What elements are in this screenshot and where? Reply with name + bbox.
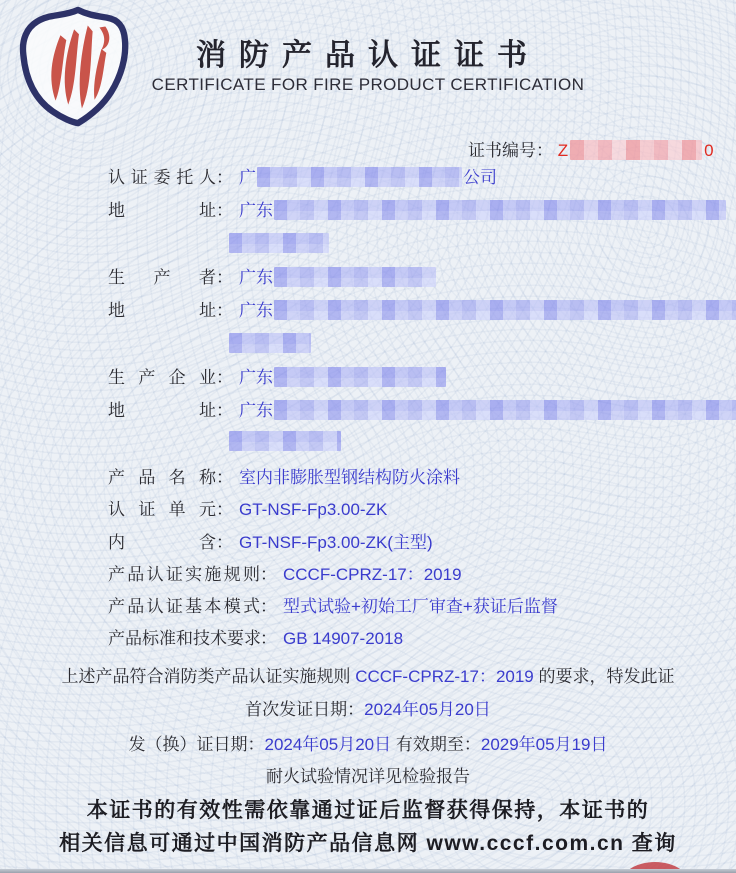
field-label: 地址 — [108, 401, 216, 420]
redaction-block — [257, 167, 462, 187]
redaction-block — [274, 400, 736, 420]
field-label: 产品认证实施规则 — [108, 565, 260, 584]
field-value: 广东 — [239, 401, 736, 420]
field-label: 产品名称 — [108, 468, 216, 487]
field-producer-address: 地址： 广东 — [108, 300, 736, 322]
field-value: 室内非膨胀型钢结构防火涂料 — [239, 468, 460, 487]
redaction-block — [274, 200, 726, 220]
field-standard: 产品标准和技术要求： GB 14907-2018 — [108, 629, 404, 648]
field-value: GT-NSF-Fp3.00-ZK(主型) — [239, 533, 433, 552]
field-producer: 生产者： 广东 — [108, 267, 437, 289]
field-value: 广东 — [239, 368, 447, 387]
field-applicant: 认证委托人： 广 公司 — [108, 168, 497, 187]
redaction-block — [274, 300, 736, 320]
field-manufacturer: 生产企业： 广东 — [108, 367, 447, 389]
redaction-block — [229, 333, 311, 353]
field-label: 认证单元 — [108, 500, 216, 519]
field-producer-address-line2 — [228, 333, 312, 355]
field-product-name: 产品名称： 室内非膨胀型钢结构防火涂料 — [108, 468, 460, 487]
field-label: 生产者 — [108, 268, 216, 287]
field-value: CCCF-CPRZ-17：2019 — [283, 565, 462, 584]
field-value: 广东 — [239, 301, 736, 320]
field-rule: 产品认证实施规则： CCCF-CPRZ-17：2019 — [108, 565, 462, 584]
field-applicant-address: 地址： 广东 — [108, 200, 727, 222]
field-value: 广 公司 — [239, 168, 497, 187]
field-manufacturer-address: 地址： 广东 — [108, 400, 736, 422]
footer-line-1: 本证书的有效性需依靠通过证后监督获得保持，本证书的 — [86, 799, 650, 822]
field-mode: 产品认证基本模式： 型式试验+初始工厂审查+获证后监督 — [108, 597, 558, 616]
field-label: 产品标准和技术要求 — [108, 629, 261, 648]
field-value: 型式试验+初始工厂审查+获证后监督 — [283, 597, 558, 616]
field-value: GB 14907-2018 — [283, 629, 404, 648]
certificate-number-line: 证书编号： Z 0 — [468, 141, 714, 160]
field-label: 地址 — [108, 301, 216, 320]
footer-line-2: 相关信息可通过中国消防产品信息网 www.cccf.com.cn 查询 — [59, 832, 677, 855]
field-value: 广东 — [239, 201, 727, 220]
redaction-block — [274, 367, 446, 387]
field-included: 内含： GT-NSF-Fp3.00-ZK(主型) — [108, 533, 433, 552]
certificate-number-prefix: Z — [557, 141, 569, 160]
certificate-number-redaction — [570, 140, 702, 160]
statement-line: 上述产品符合消防类产品认证实施规则 CCCF-CPRZ-17：2019 的要求，特发此证 — [61, 667, 675, 686]
field-manufacturer-address-line2 — [228, 431, 342, 453]
certificate-subtitle: CERTIFICATE FOR FIRE PRODUCT CERTIFICATION — [151, 75, 585, 94]
field-label: 生产企业 — [108, 368, 216, 387]
reissue-line: 发（换）证日期：2024年05月20日 有效期至：2029年05月19日 — [128, 735, 608, 754]
redaction-block — [229, 431, 341, 451]
field-label: 内含 — [108, 533, 216, 552]
field-label: 产品认证基本模式 — [108, 597, 260, 616]
field-cert-unit: 认证单元： GT-NSF-Fp3.00-ZK — [108, 500, 388, 519]
fire-test-note: 耐火试验情况详见检验报告 — [266, 767, 470, 786]
field-value: 广东 — [239, 268, 437, 287]
field-label: 认证委托人 — [108, 168, 216, 187]
field-value: GT-NSF-Fp3.00-ZK — [239, 500, 388, 519]
cccf-url: www.cccf.com.cn — [426, 832, 625, 855]
redaction-block — [274, 267, 436, 287]
scan-edge — [0, 869, 736, 873]
field-label: 地址 — [108, 201, 216, 220]
redaction-block — [229, 233, 329, 253]
first-issue-line: 首次发证日期：2024年05月20日 — [245, 700, 491, 719]
certificate-number-label: 证书编号 — [468, 141, 536, 160]
certificate-title: 消防产品认证证书 — [196, 39, 540, 72]
field-applicant-address-line2 — [228, 233, 330, 255]
certificate-number-suffix: 0 — [704, 141, 714, 160]
